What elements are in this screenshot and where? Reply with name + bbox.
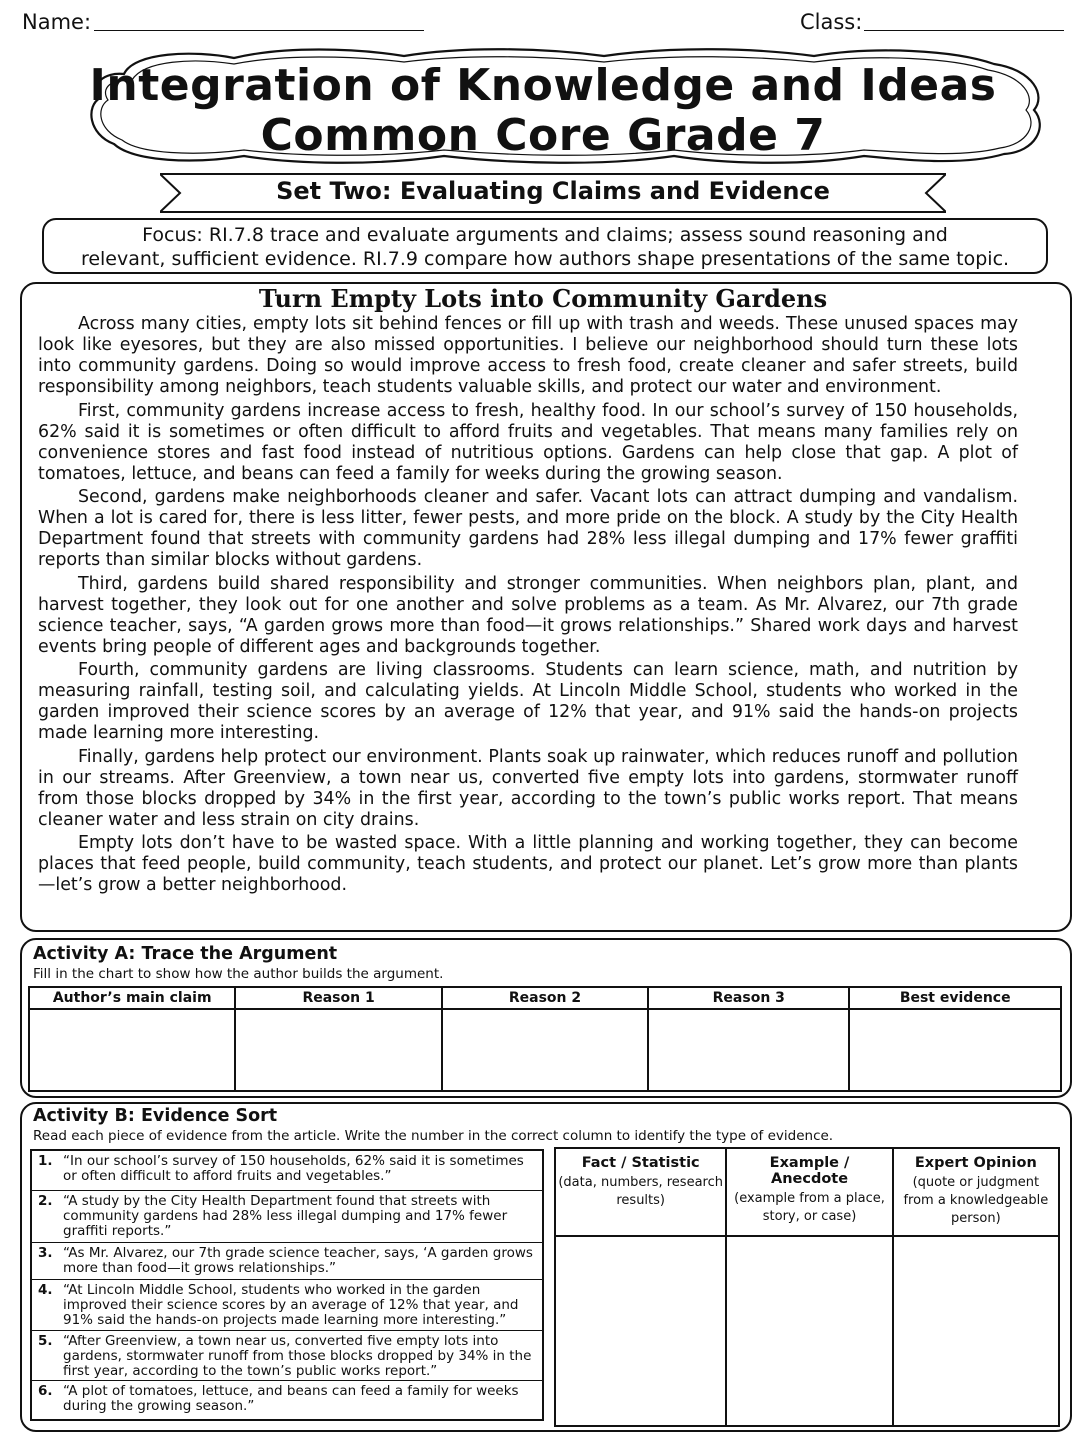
best-evidence-cell[interactable] [849, 1009, 1061, 1091]
list-item [32, 1331, 542, 1381]
name-label: Name: [22, 10, 92, 34]
list-item [32, 1243, 542, 1280]
reason-3-cell[interactable] [648, 1009, 849, 1091]
article-paragraph: Second, gardens make neighborhoods cleaner and safer. Vacant lots can attract dumping and vandalism. When a lot is cared for, there is less litter, fewer pests, and more pride on the block. A study by the City Health Department found that streets with community gardens had 28% less illegal dumping and 17% fewer graffiti reports than similar blocks without gardens. [38, 487, 1018, 570]
column-heading: Expert Opinion [914, 1155, 1037, 1171]
list-item [32, 1191, 542, 1243]
reason-1-cell[interactable] [235, 1009, 441, 1091]
example-anecdote-cell[interactable] [726, 1236, 892, 1426]
column-header: Author’s main claim [29, 987, 235, 1009]
column-header-fact [555, 1148, 726, 1236]
evidence-number: 2. [38, 1193, 53, 1209]
column-header: Reason 2 [442, 987, 648, 1009]
column-header: Reason 3 [648, 987, 849, 1009]
evidence-number: 6. [38, 1383, 53, 1399]
activity-b-title: Activity B: Evidence Sort [33, 1106, 278, 1126]
list-item [32, 1381, 542, 1419]
activity-a-title: Activity A: Trace the Argument [33, 944, 338, 964]
evidence-number: 5. [38, 1333, 53, 1349]
evidence-number: 4. [38, 1282, 53, 1298]
article-title: Turn Empty Lots into Community Gardens [258, 284, 828, 313]
evidence-text: “In our school’s survey of 150 households, 62% said it is sometimes or often difficult to afford fruits and vegetables.” [63, 1153, 524, 1184]
article-paragraph: Finally, gardens help protect our environment. Plants soak up rainwater, which reduces runoff and pollution in our streams. After Greenview, a town near us, converted five empty lots into gardens, stormwater runoff from those blocks dropped by 34% in the first year, according to the town’s public works report. That means cleaner water and less strain on city drains. [38, 746, 1018, 830]
column-header-expert [893, 1148, 1059, 1236]
trace-argument-table [28, 986, 1062, 1092]
class-blank[interactable] [864, 30, 1064, 31]
article-paragraph: Third, gardens build shared responsibility and stronger communities. When neighbors plan, plant, and harvest together, they look out for one another and solve problems as a team. As Mr. Alvarez, our 7th grade science teacher, says, “A garden grows more than food—it grows relationships.” Shared work days and harvest events bring people of different ages and backgrounds together. [38, 573, 1018, 657]
worksheet-title-line1: Integration of Knowledge and Ideas [89, 60, 997, 111]
evidence-text: “A plot of tomatoes, lettuce, and beans can feed a family for weeks during the growing season.” [63, 1383, 519, 1414]
article-body [38, 314, 1018, 899]
column-header: Best evidence [849, 987, 1061, 1009]
main-claim-cell[interactable] [29, 1009, 235, 1091]
activity-b-instructions: Read each piece of evidence from the article. Write the number in the correct column to identify the type of evidence. [33, 1128, 834, 1144]
article-paragraph: First, community gardens increase access to fresh, healthy food. In our school’s survey of 150 households, 62% said it is sometimes or often difficult to afford fruits and vegetables. That means many families rely on convenience stores and fast food instead of nutritious options. Gardens can help close that gap. A plot of tomatoes, lettuce, and beans can feed a family for weeks during the growing season. [38, 400, 1018, 484]
article-paragraph: Fourth, community gardens are living classrooms. Students can learn science, math, and nutrition by measuring rainfall, testing soil, and calculating yields. At Lincoln Middle School, students who worked in the garden improved their science scores by an average of 12% that year, and 91% said the hands-on projects made learning more interesting. [38, 660, 1018, 743]
column-description: (quote or judgment from a knowledgeable person) [903, 1175, 1049, 1226]
fact-statistic-cell[interactable] [555, 1236, 726, 1426]
evidence-text: “As Mr. Alvarez, our 7th grade science teacher, says, ‘A garden grows more than food—it grows relationships.” [63, 1245, 533, 1276]
column-heading: Example / Anecdote [769, 1155, 850, 1187]
evidence-text: “At Lincoln Middle School, students who worked in the garden improved their science scores by an average of 12% that year, and 91% said the hands-on projects made learning more interesting.” [63, 1282, 519, 1328]
focus-line-2: relevant, sufficient evidence. RI.7.9 compare how authors shape presentations of the same topic. [80, 248, 1010, 270]
evidence-sort-table [554, 1147, 1060, 1427]
list-item [32, 1280, 542, 1331]
name-blank[interactable] [94, 30, 424, 31]
column-description: (data, numbers, research results) [558, 1175, 723, 1208]
focus-standards-box [42, 218, 1048, 274]
list-item [32, 1151, 542, 1191]
column-heading: Fact / Statistic [581, 1155, 700, 1171]
evidence-number: 1. [38, 1153, 53, 1169]
activity-a-instructions: Fill in the chart to show how the author builds the argument. [33, 966, 444, 982]
article-paragraph: Empty lots don’t have to be wasted space. With a little planning and working together, they can become places that feed people, build community, teach students, and protect our planet. Let’s grow more than plants—let’s grow a better neighborhood. [38, 833, 1018, 895]
set-banner-text: Set Two: Evaluating Claims and Evidence [276, 177, 830, 205]
column-description: (example from a place, story, or case) [734, 1191, 885, 1224]
worksheet-title-line2: Common Core Grade 7 [260, 110, 826, 161]
evidence-text: “A study by the City Health Department found that streets with community gardens had 28% less illegal dumping and 17% fewer graffiti reports.” [63, 1193, 508, 1239]
evidence-number: 3. [38, 1245, 53, 1261]
column-header-example [726, 1148, 892, 1236]
column-header: Reason 1 [235, 987, 441, 1009]
focus-line-1: Focus: RI.7.8 trace and evaluate arguments and claims; assess sound reasoning and [142, 224, 948, 246]
class-label: Class: [800, 10, 863, 34]
evidence-list [30, 1149, 544, 1421]
reason-2-cell[interactable] [442, 1009, 648, 1091]
article-paragraph: Across many cities, empty lots sit behind fences or fill up with trash and weeds. These unused spaces may look like eyesores, but they are also missed opportunities. I believe our neighborhood should turn these lots into community gardens. Doing so would improve access to fresh food, create cleaner and safer streets, build responsibility among neighbors, teach students valuable skills, and protect our water and environment. [38, 314, 1018, 397]
expert-opinion-cell[interactable] [893, 1236, 1059, 1426]
evidence-text: “After Greenview, a town near us, converted five empty lots into gardens, stormwater runoff from those blocks dropped by 34% in the first year, according to the town’s public works report.” [63, 1333, 532, 1379]
